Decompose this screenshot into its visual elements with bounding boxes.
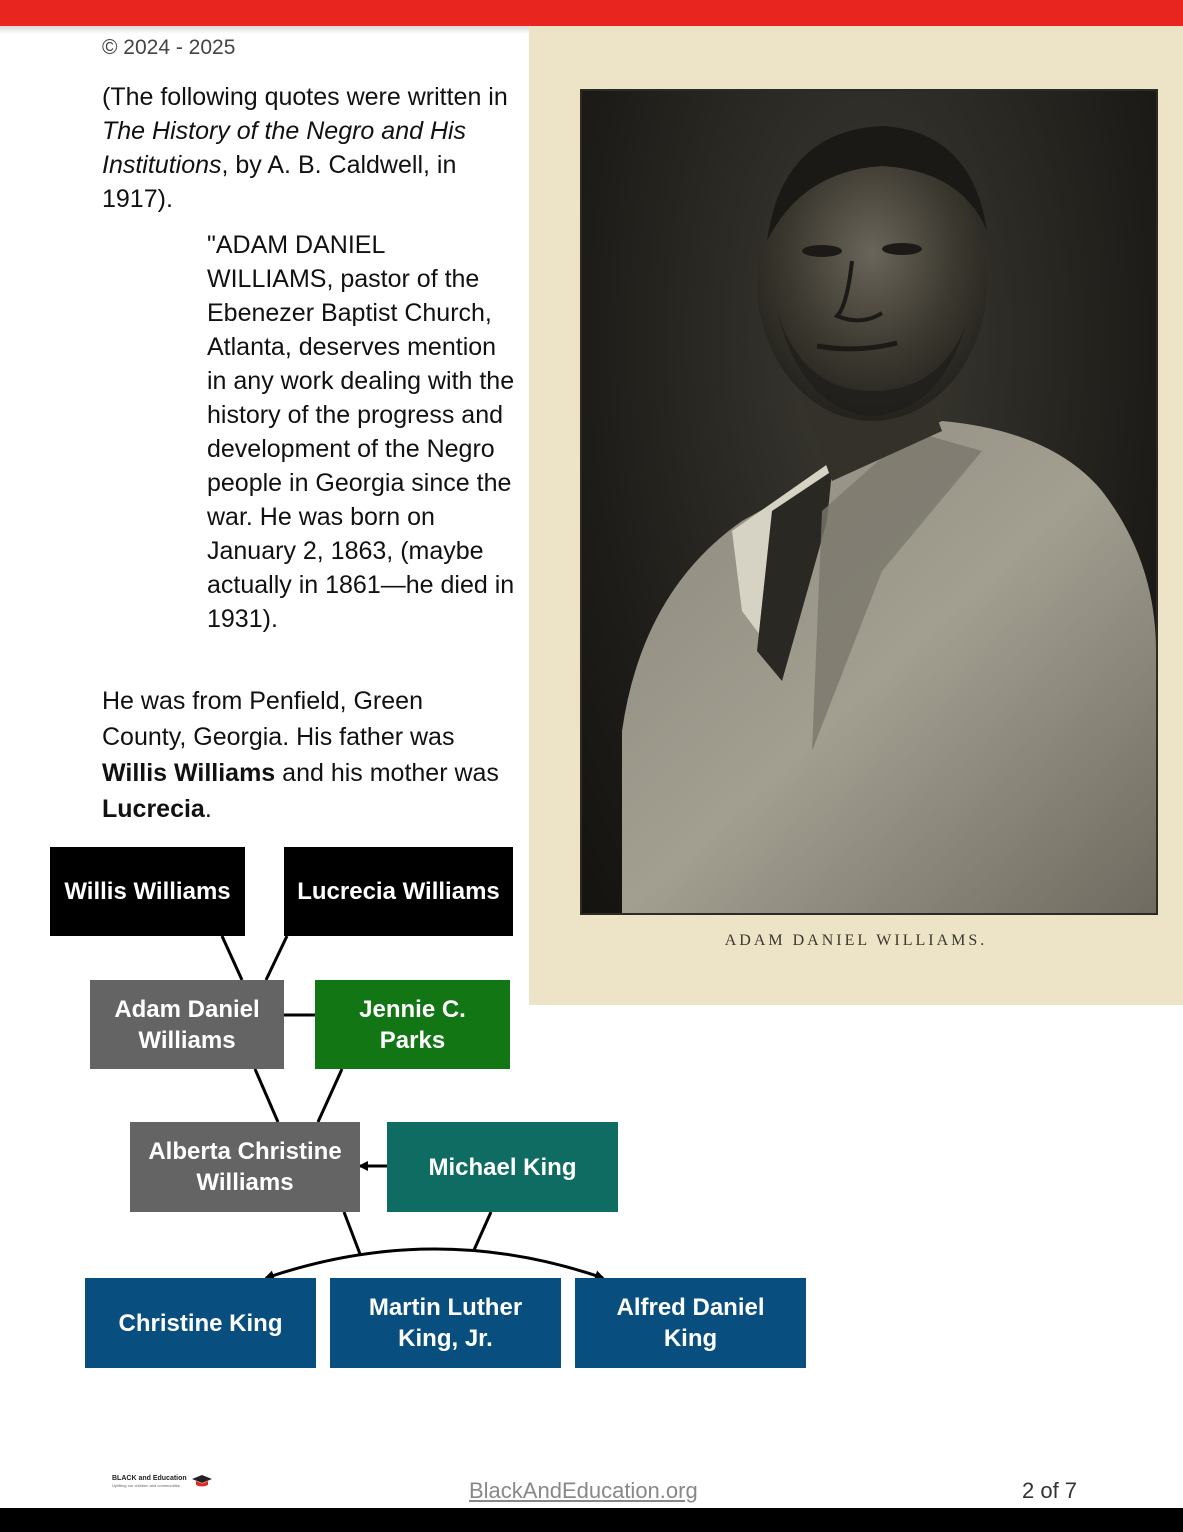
website-link[interactable]: BlackAndEducation.org bbox=[469, 1478, 698, 1503]
parents-text-1: He was from Penfield, Green County, Georgia. His father was bbox=[102, 687, 455, 751]
tree-node-lucrecia-williams: Lucrecia Williams bbox=[284, 847, 513, 936]
logo-text: BLACK and Education bbox=[112, 1474, 187, 1482]
intro-text-start: (The following quotes were written in bbox=[102, 83, 508, 111]
tree-node-adam-daniel-williams: Adam Daniel Williams bbox=[90, 980, 284, 1069]
copyright-notice: © 2024 - 2025 bbox=[102, 36, 236, 59]
tree-node-michael-king: Michael King bbox=[387, 1122, 618, 1212]
photo-caption: ADAM DANIEL WILLIAMS. bbox=[724, 932, 988, 949]
intro-text-end: , by A. B. Caldwell, in 1917). bbox=[102, 151, 457, 213]
bottom-bar bbox=[0, 1508, 1183, 1532]
tree-node-alfred-daniel-king: Alfred Daniel King bbox=[575, 1278, 806, 1368]
parents-text-3: . bbox=[204, 795, 212, 823]
graduation-cap-icon bbox=[191, 1474, 213, 1488]
parents-text-2: and his mother was bbox=[275, 759, 499, 787]
tree-node-christine-king: Christine King bbox=[85, 1278, 316, 1368]
tree-node-martin-luther-king-jr: Martin Luther King, Jr. bbox=[330, 1278, 561, 1368]
father-name: Willis Williams bbox=[102, 759, 276, 787]
footer-logo bbox=[112, 1474, 213, 1488]
tree-node-jennie-parks: Jennie C. Parks bbox=[315, 980, 510, 1069]
book-title: The History of the Negro and His Institutions bbox=[102, 117, 467, 179]
logo-subtitle: Uplifting our children and communities bbox=[112, 1482, 180, 1488]
mother-name: Lucrecia bbox=[102, 795, 205, 823]
tree-node-willis-williams: Willis Williams bbox=[50, 847, 245, 936]
tree-node-alberta-williams: Alberta Christine Williams bbox=[130, 1122, 360, 1212]
page-number: 2 of 7 bbox=[1022, 1478, 1078, 1503]
quote-paragraph: "ADAM DANIEL WILLIAMS, pastor of the Ebenezer Baptist Church, Atlanta, deserves mention in any work dealing with the history of the progress and development of the Negro people in Georgia since the war. He was born on January 2, 1863, (maybe actually in 1861—he died in 1931). bbox=[207, 231, 515, 633]
